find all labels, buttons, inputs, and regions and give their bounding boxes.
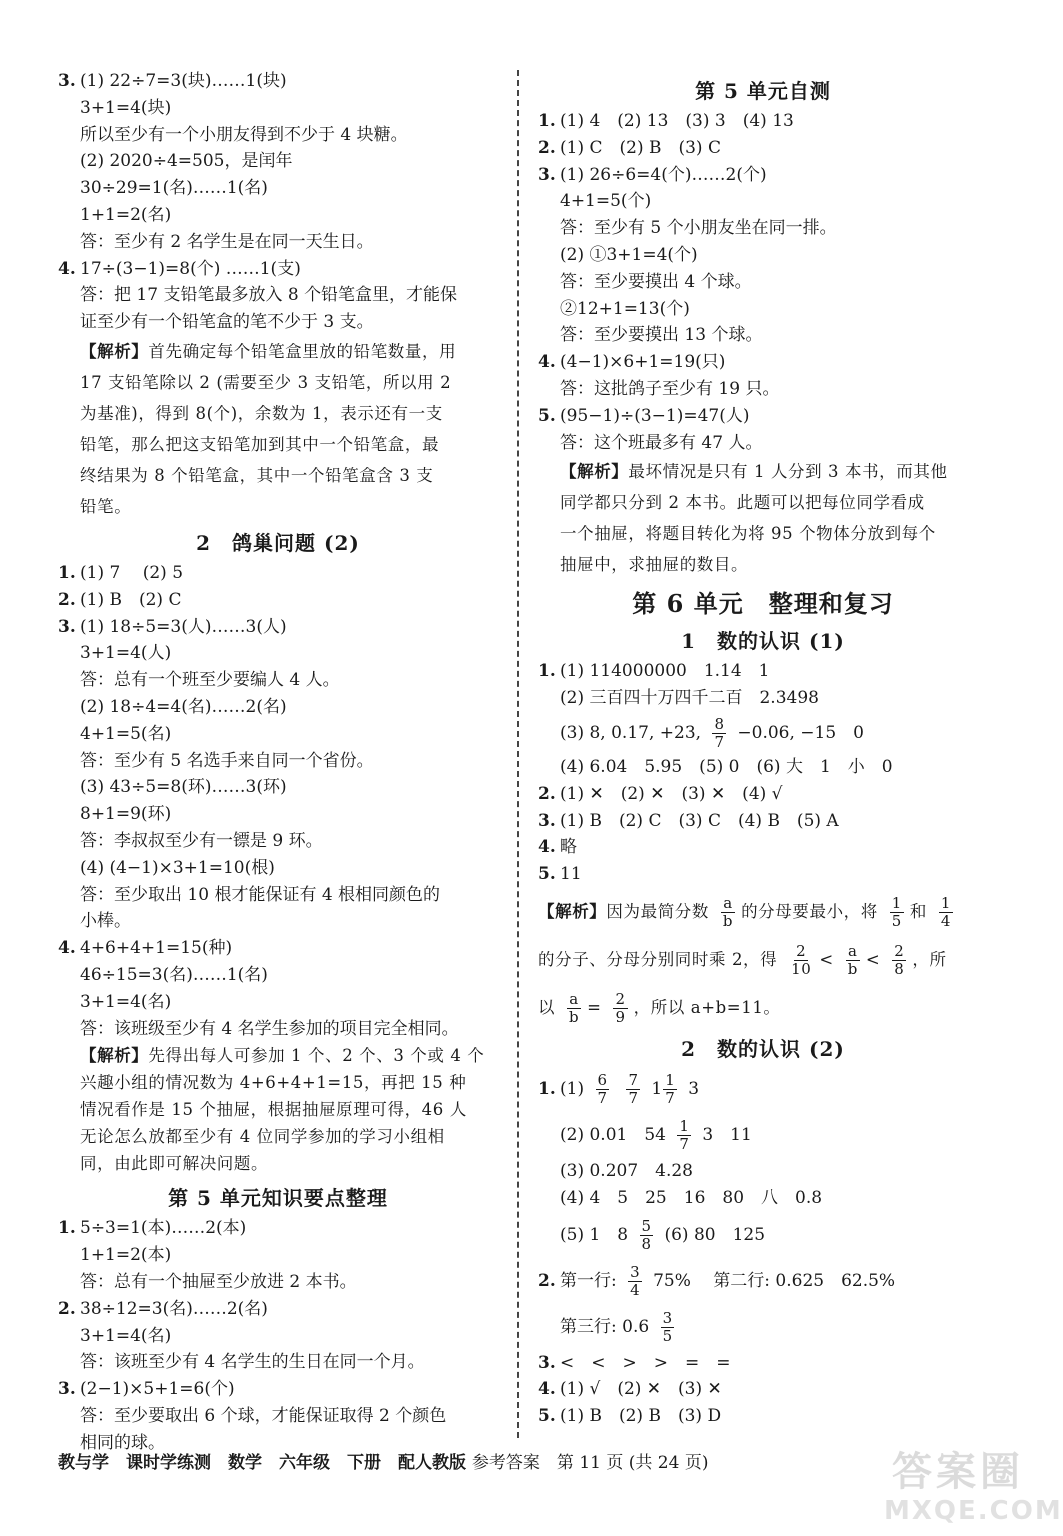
numerator: 5 — [641, 1216, 652, 1235]
question-number: 3. — [538, 1352, 556, 1373]
answer-text: (1) 18÷5=3(人)……3(人) — [80, 616, 287, 637]
answer-line — [538, 834, 988, 861]
analysis-line: 兴趣小组的情况数为 4+6+4+1=15，再把 15 种 — [80, 1073, 467, 1093]
section-title: 第 5 单元知识要点整理 — [168, 1186, 388, 1211]
analysis-text: 先得出每人可参加 1 个、2 个、3 个或 4 个 — [148, 1046, 485, 1066]
denominator: 7 — [714, 732, 724, 751]
question-number: 4. — [538, 1379, 556, 1400]
answer-line — [58, 256, 498, 283]
answer-line — [58, 68, 498, 95]
question-number: 1. — [58, 1218, 76, 1239]
answer-text: (1) B (2) C — [80, 589, 182, 610]
analysis-label: 【解析】 — [560, 462, 629, 482]
analysis-line — [538, 456, 988, 487]
fraction — [721, 895, 735, 930]
answer-text: −0.06, −15 0 — [737, 722, 865, 743]
answer-text: (1) ✕ (2) ✕ (3) ✕ (4) √ — [560, 783, 783, 804]
equals-sign: = — [587, 997, 602, 1017]
answer-line — [538, 108, 988, 135]
numerator: 3 — [630, 1262, 640, 1281]
answer-line — [538, 403, 988, 430]
answer-line: 答：该班至少有 4 名学生的生日在同一个月。 — [80, 1352, 425, 1373]
answer-line: 3+1=4(名) — [80, 1325, 172, 1346]
question-number: 2. — [58, 589, 76, 610]
answer-text: 5÷3=1(本)……2(本) — [80, 1218, 247, 1239]
answer-text: (1) 22÷7=3(块)……1(块) — [80, 71, 287, 91]
fraction — [567, 991, 581, 1026]
fraction — [712, 716, 726, 751]
answer-line: 小棒。 — [80, 911, 131, 932]
answer-line — [58, 587, 498, 614]
section-title: 2 数的认识 (2) — [681, 1036, 845, 1061]
question-number: 1. — [538, 661, 556, 682]
fraction — [846, 943, 860, 978]
answer-line: (4) 4 5 25 16 80 八 0.8 — [560, 1187, 823, 1208]
whole-number: 1 — [651, 1078, 663, 1099]
answer-line — [538, 1304, 988, 1350]
answer-line: 答：至少有 5 名选手来自同一个省份。 — [80, 750, 374, 771]
analysis-line: 同学都只分到 2 本书。此题可以把每位同学看成 — [560, 493, 925, 513]
fraction — [939, 895, 953, 930]
answer-line — [538, 349, 988, 376]
question-number: 3. — [58, 1379, 76, 1400]
question-number: 3. — [538, 810, 556, 831]
answer-text: (1) 26÷6=4(个)……2(个) — [560, 164, 767, 185]
analysis-text: 的分母要最小，将 — [741, 901, 878, 921]
answer-text: 38÷12=3(名)……2(名) — [80, 1298, 268, 1319]
answer-text: 17÷(3−1)=8(个) ……1(支) — [80, 258, 301, 279]
answer-line — [538, 1376, 988, 1403]
question-number: 3. — [538, 164, 556, 185]
answer-text: (2) 0.01 54 — [560, 1124, 666, 1145]
denominator: 7 — [665, 1088, 675, 1107]
numerator: 8 — [714, 714, 724, 733]
footer-book-title: 教与学 课时学练测 数学 六年级 下册 配人教版 — [58, 1453, 466, 1473]
numerator: a — [569, 989, 579, 1008]
answer-text: 75% 第二行: 0.625 62.5% — [653, 1270, 896, 1291]
answer-line — [538, 1350, 988, 1377]
answer-line: (2) 三百四十万四千二百 2.3498 — [560, 688, 819, 709]
question-number: 2. — [58, 1298, 76, 1319]
answer-line: 答：至少要摸出 4 个球。 — [560, 271, 752, 292]
denominator: 7 — [597, 1088, 608, 1107]
answer-line — [538, 162, 988, 189]
less-than-sign: < — [865, 949, 881, 969]
question-number: 4. — [58, 938, 76, 959]
analysis-label: 【解析】 — [80, 1046, 149, 1066]
section-title: 1 数的认识 (1) — [681, 629, 845, 654]
analysis-line: 17 支铅笔除以 2 (需要至少 3 支铅笔，所以用 2 — [80, 372, 452, 392]
analysis-label: 【解析】 — [80, 341, 149, 361]
analysis-label: 【解析】 — [538, 901, 607, 921]
fraction — [789, 943, 813, 978]
analysis-text: ，所以 a+b=11。 — [633, 997, 781, 1017]
analysis-text: 最坏情况是只有 1 人分到 3 本书，而其他 — [628, 462, 948, 482]
numerator: 2 — [615, 989, 626, 1008]
numerator: 3 — [662, 1308, 673, 1327]
answer-line — [538, 781, 988, 808]
fraction — [628, 1264, 642, 1299]
answer-line: 答：至少取出 10 根才能保证有 4 根相同颜色的 — [80, 884, 441, 905]
analysis-line: 抽屉中，求抽屉的数目。 — [560, 555, 749, 575]
denominator: 7 — [679, 1134, 689, 1153]
answer-line: 答：把 17 支铅笔最多放入 8 个铅笔盒里，才能保 — [80, 285, 458, 306]
denominator: 7 — [628, 1088, 638, 1107]
answer-line — [538, 658, 988, 685]
column-divider — [517, 70, 519, 1438]
analysis-line — [538, 888, 988, 936]
analysis-line: 终结果为 8 个铅笔盒，其中一个铅笔盒含 3 支 — [80, 465, 434, 485]
answer-line — [58, 614, 498, 641]
analysis-text: 以 — [538, 997, 556, 1017]
left-column — [58, 68, 498, 1456]
fraction — [626, 1072, 640, 1107]
watermark-text: 答案圈 — [892, 1449, 1024, 1495]
answer-line: 答：该班级至少有 4 名学生参加的项目完全相同。 — [80, 1018, 459, 1039]
numerator: 2 — [894, 941, 905, 960]
page-footer — [58, 1448, 708, 1473]
question-number: 3. — [58, 616, 76, 637]
answer-line: 答：这个班最多有 47 人。 — [560, 432, 763, 453]
analysis-line — [538, 936, 988, 984]
analysis-line — [58, 1042, 498, 1069]
answer-line: 答：至少要摸出 13 个球。 — [560, 325, 763, 346]
analysis-line: 同，由此即可解决问题。 — [80, 1154, 269, 1174]
answer-line — [538, 1403, 988, 1430]
analysis-line: 铅笔。 — [80, 496, 132, 516]
less-than-sign: < — [819, 949, 834, 969]
answer-line: 3+1=4(名) — [80, 991, 172, 1012]
answer-line: 4+1=5(个) — [560, 191, 652, 212]
question-number: 2. — [538, 783, 556, 804]
answer-line: 答：至少要取出 6 个球，才能保证取得 2 个颜色 — [80, 1405, 447, 1426]
numerator: 1 — [665, 1070, 675, 1089]
denominator: 8 — [641, 1234, 652, 1253]
answer-line: 所以至少有一个小朋友得到不少于 4 块糖。 — [80, 124, 408, 145]
answer-text: (3) 8, 0.17, +23, — [560, 722, 702, 743]
answer-line: 3+1=4(块) — [80, 97, 172, 118]
answer-line — [538, 1258, 988, 1304]
answer-line: 1+1=2(名) — [80, 204, 172, 225]
answer-line: 答：至少有 2 名学生是在同一天生日。 — [80, 231, 374, 252]
denominator: 4 — [630, 1280, 640, 1299]
analysis-line: 无论怎么放都至少有 4 位同学参加的学习小组相 — [80, 1127, 445, 1147]
answer-text: (1) 4 (2) 13 (3) 3 (4) 13 — [560, 111, 794, 131]
answer-line: (3) 0.207 4.28 — [560, 1160, 694, 1181]
answer-line — [538, 135, 988, 162]
answer-line — [538, 1112, 988, 1158]
denominator: 5 — [891, 911, 902, 930]
answer-line: (4) 6.04 5.95 (5) 0 (6) 大 1 小 0 — [560, 756, 893, 777]
answer-line: (2) ①3+1=4(个) — [560, 244, 698, 265]
answer-text: 4+6+4+1=15(种) — [80, 938, 233, 959]
question-number: 4. — [538, 837, 556, 858]
fraction — [640, 1218, 654, 1253]
answer-line: (2) 2020÷4=505，是闰年 — [80, 151, 293, 172]
answer-text: (6) 80 125 — [664, 1224, 766, 1245]
answer-text: (95−1)÷(3−1)=47(人) — [560, 405, 750, 426]
question-number: 1. — [538, 111, 556, 131]
answer-line: 1+1=2(本) — [80, 1245, 172, 1266]
answer-line: 4+1=5(名) — [80, 723, 172, 744]
answer-text: (1) √ (2) ✕ (3) ✕ — [560, 1379, 722, 1400]
numerator: 1 — [891, 893, 902, 912]
analysis-text: 首先确定每个铅笔盒里放的铅笔数量，用 — [148, 341, 457, 361]
section-title: 第 5 单元自测 — [695, 79, 831, 103]
answer-text: 第一行: — [560, 1270, 617, 1291]
answer-text: (1) — [560, 1078, 585, 1099]
numerator: a — [723, 893, 733, 912]
answer-text: (1) B (2) B (3) D — [560, 1406, 722, 1427]
answer-text: (5) 1 8 — [560, 1224, 629, 1245]
question-number: 5. — [538, 864, 556, 885]
answer-text: (2−1)×5+1=6(个) — [80, 1379, 235, 1400]
question-number: 4. — [538, 352, 556, 373]
question-number: 2. — [538, 1270, 556, 1291]
fraction — [596, 1072, 610, 1107]
answer-text: 第三行: 0.6 — [560, 1316, 650, 1337]
answer-line — [538, 861, 988, 888]
denominator: 9 — [615, 1007, 626, 1026]
answer-text: (4−1)×6+1=19(只) — [560, 352, 726, 373]
answer-line: 答：总有一个抽屉至少放进 2 本书。 — [80, 1271, 357, 1292]
fraction — [890, 895, 904, 930]
footer-page-number: 参考答案 第 11 页 (共 24 页) — [471, 1453, 709, 1473]
answer-text: (1) C (2) B (3) C — [560, 137, 721, 158]
question-number: 1. — [58, 562, 76, 583]
analysis-text: ，所 — [912, 949, 947, 969]
right-column — [538, 68, 988, 1430]
question-number: 5. — [538, 405, 556, 426]
answer-line: 相同的球。 — [80, 1432, 165, 1453]
analysis-line: 为基准)，得到 8(个)，余数为 1，表示还有一支 — [80, 403, 443, 423]
answer-text: < < > > = = — [560, 1352, 731, 1373]
question-number: 5. — [538, 1406, 556, 1427]
numerator: 7 — [628, 1070, 638, 1089]
denominator: b — [568, 1007, 580, 1026]
analysis-line: 铅笔，那么把这支铅笔加到其中一个铅笔盒，最 — [80, 434, 440, 454]
answer-line: 答：李叔叔至少有一镖是 9 环。 — [80, 830, 323, 851]
answer-line — [538, 712, 988, 754]
fraction — [613, 991, 627, 1026]
fraction — [677, 1118, 691, 1153]
answer-line: (2) 18÷4=4(名)……2(名) — [80, 696, 287, 717]
answer-line — [58, 1376, 498, 1403]
denominator: 8 — [894, 959, 905, 978]
analysis-line — [538, 984, 988, 1032]
answer-line — [58, 1215, 498, 1242]
analysis-text: 的分子、分母分别同时乘 2，得 — [538, 949, 778, 969]
watermark-url: MXQE.COM — [884, 1496, 1063, 1526]
numerator: 1 — [940, 893, 952, 912]
answer-line: 答：总有一个班至少要编人 4 人。 — [80, 670, 340, 691]
answer-line — [58, 560, 498, 587]
denominator: 5 — [662, 1326, 673, 1345]
numerator: 2 — [796, 941, 807, 960]
question-number: 4. — [58, 258, 76, 279]
answer-line: 答：至少有 5 个小朋友坐在同一排。 — [560, 218, 837, 239]
answer-line — [538, 808, 988, 835]
answer-line: (3) 43÷5=8(环)……3(环) — [80, 777, 287, 798]
fraction — [663, 1072, 677, 1107]
answer-line: 证至少有一个铅笔盒的笔不少于 3 支。 — [80, 312, 374, 333]
answer-line — [58, 935, 498, 962]
section-title: 2 鸽巢问题 (2) — [196, 530, 360, 555]
question-number: 2. — [538, 137, 556, 158]
answer-line: (4) (4−1)×3+1=10(根) — [80, 857, 275, 878]
answer-text: 11 — [560, 864, 582, 885]
unit-title: 第 6 单元 整理和复习 — [632, 589, 894, 619]
answer-line: 答：这批鸽子至少有 19 只。 — [560, 378, 780, 399]
fraction — [661, 1310, 675, 1345]
numerator: 1 — [679, 1116, 689, 1135]
analysis-line — [58, 336, 498, 367]
answer-line — [538, 1212, 988, 1258]
fraction — [892, 943, 906, 978]
analysis-line: 情况看作是 15 个抽屉，根据抽屉原理可得，46 人 — [80, 1100, 467, 1120]
analysis-text: 因为最简分数 — [606, 901, 710, 921]
answer-line: 46÷15=3(名)……1(名) — [80, 964, 268, 985]
answer-text: (1) B (2) C (3) C (4) B (5) A — [560, 810, 839, 831]
numerator: 6 — [597, 1070, 608, 1089]
answer-text: 略 — [560, 837, 577, 858]
denominator: b — [722, 911, 734, 930]
answer-line — [538, 1066, 988, 1112]
denominator: b — [847, 959, 858, 978]
answer-text: 3 — [688, 1078, 700, 1099]
question-number: 1. — [538, 1078, 556, 1099]
analysis-text: 和 — [909, 901, 928, 921]
question-number: 3. — [58, 71, 76, 91]
answer-text: (1) 114000000 1.14 1 — [560, 661, 770, 682]
answer-line: ②12+1=13(个) — [560, 298, 690, 319]
answer-line: 8+1=9(环) — [80, 804, 172, 825]
watermark-logo — [878, 1438, 1063, 1530]
answer-text: 3 11 — [702, 1124, 752, 1145]
denominator: 10 — [791, 959, 812, 978]
answer-text: (1) 7 (2) 5 — [80, 562, 184, 583]
numerator: a — [848, 941, 858, 960]
analysis-line: 一个抽屉，将题目转化为将 95 个物体分放到每个 — [560, 524, 936, 544]
answer-line — [58, 1296, 498, 1323]
denominator: 4 — [940, 911, 952, 930]
answer-line: 30÷29=1(名)……1(名) — [80, 178, 268, 199]
answer-line: 3+1=4(人) — [80, 643, 172, 664]
